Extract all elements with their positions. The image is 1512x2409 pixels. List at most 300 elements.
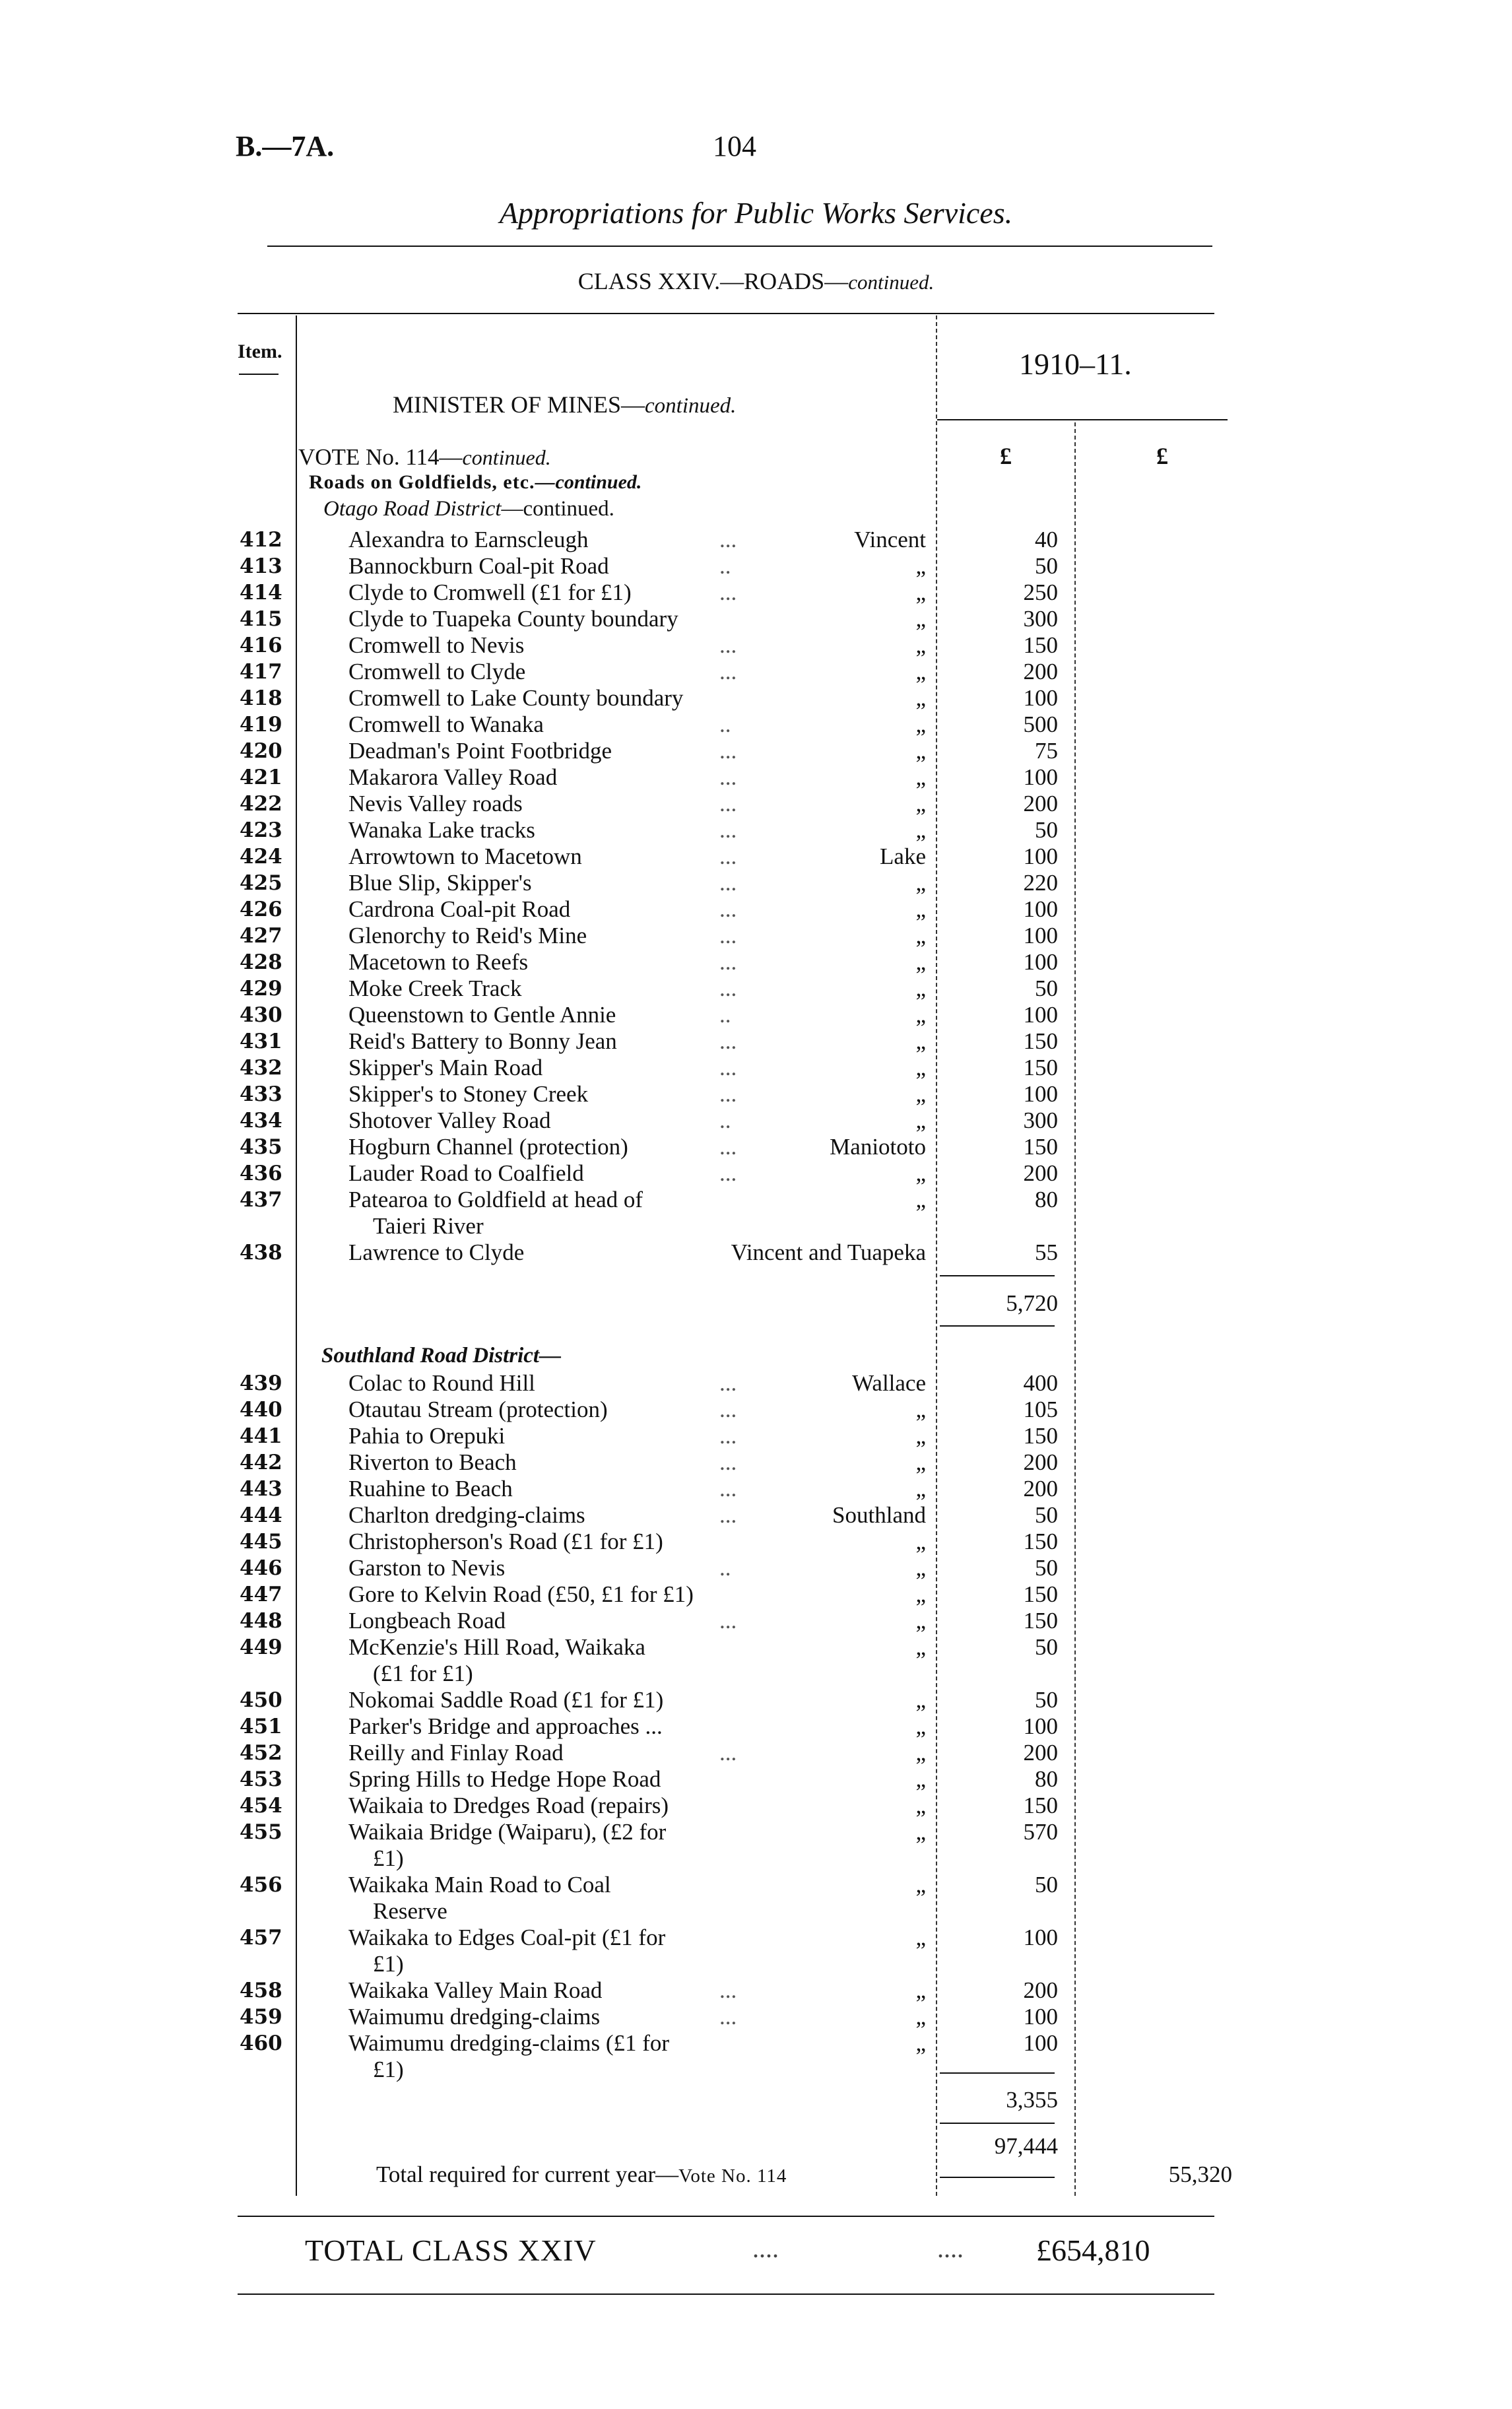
amount: 100 (1023, 949, 1058, 975)
road-name: Clyde to Tuapeka County boundary (348, 606, 678, 632)
total-class-amount: £654,810 (1036, 2233, 1150, 2267)
leader-dots: ... (719, 923, 737, 948)
leader-dots: ... (719, 632, 737, 658)
road-name: Riverton to Beach (348, 1449, 517, 1475)
amount: 400 (1023, 1370, 1058, 1396)
road-name: Bannockburn Coal-pit Road (348, 553, 609, 579)
item-number: 418 (240, 686, 282, 710)
total-leader-dots-1: .... (752, 2233, 779, 2263)
road-name: Waimumu dredging-claims (£1 for (348, 2030, 670, 2056)
leader-dots: ... (719, 1977, 737, 2003)
footer-rule (238, 2294, 1214, 2295)
district: „ (915, 791, 926, 816)
vote-heading: VOTE No. 114—continued. (298, 444, 551, 470)
pound-sign-subtotal: £ (1000, 443, 1012, 469)
district: „ (915, 1002, 926, 1028)
table-row (0, 1055, 1512, 1081)
district: „ (915, 1687, 926, 1713)
table-row (0, 1713, 1512, 1740)
item-number: 459 (240, 2005, 282, 2029)
leader-dots: ... (719, 1449, 737, 1475)
road-name: Alexandra to Earnscleugh (348, 527, 589, 552)
table-row (0, 764, 1512, 791)
amount: 300 (1023, 1107, 1058, 1133)
amount: 100 (1023, 843, 1058, 869)
road-name: Waimumu dredging-claims (348, 2004, 601, 2030)
district: „ (915, 685, 926, 711)
item-number: 436 (240, 1162, 282, 1185)
district: „ (915, 1766, 926, 1792)
table-row (0, 870, 1512, 896)
amount: 500 (1023, 711, 1058, 737)
item-number: 443 (240, 1477, 282, 1501)
item-number: 446 (240, 1556, 282, 1580)
item-437-continuation: Taieri River (373, 1213, 484, 1239)
total-class-label: TOTAL CLASS XXIV (305, 2233, 597, 2267)
table-row (0, 1370, 1512, 1397)
leader-dots: ... (719, 870, 737, 896)
item-number: 450 (240, 1688, 282, 1712)
district: „ (915, 1581, 926, 1607)
table-row (0, 1687, 1512, 1713)
page-number: 104 (713, 130, 756, 162)
document-reference: B.—7A. (236, 130, 335, 162)
amount: 80 (1035, 1187, 1058, 1212)
district: „ (915, 1740, 926, 1766)
road-name: Arrowtown to Macetown (348, 843, 582, 869)
row-continuation: £1) (373, 1845, 404, 1871)
district: Southland (832, 1502, 926, 1528)
item-number: 449 (240, 1635, 282, 1659)
otago-total-rule (940, 1325, 1055, 1327)
leader-dots: .. (719, 553, 731, 579)
amount: 50 (1035, 1634, 1058, 1660)
table-row (0, 1081, 1512, 1107)
table-row (0, 817, 1512, 843)
road-name: Makarora Valley Road (348, 764, 558, 790)
table-row (0, 1476, 1512, 1502)
district: „ (915, 923, 926, 948)
table-row (0, 632, 1512, 659)
leader-dots: ... (719, 1134, 737, 1160)
leader-dots: ... (719, 659, 737, 684)
amount: 100 (1023, 2030, 1058, 2056)
amount: 200 (1023, 1160, 1058, 1186)
road-name: Ruahine to Beach (348, 1476, 513, 1502)
table-row (0, 1107, 1512, 1134)
table-top-rule (238, 313, 1214, 314)
district: „ (915, 1476, 926, 1502)
district: „ (915, 1819, 926, 1845)
amount: 105 (1023, 1397, 1058, 1422)
road-name: Lawrence to Clyde (348, 1239, 525, 1265)
district: Vincent (854, 527, 926, 552)
otago-sum-rule (940, 1275, 1055, 1276)
item-number: 424 (240, 845, 282, 869)
leader-dots: ... (719, 896, 737, 922)
table-row (0, 1634, 1512, 1661)
road-name: Garston to Nevis (348, 1555, 506, 1581)
district: „ (915, 1081, 926, 1107)
item-number: 435 (240, 1135, 282, 1159)
table-row (0, 1977, 1512, 2004)
amount: 150 (1023, 1134, 1058, 1160)
table-row (0, 1449, 1512, 1476)
item-number: 419 (240, 713, 282, 737)
leader-dots: .. (719, 1002, 731, 1028)
item-number: 454 (240, 1794, 282, 1818)
item-column-header: Item. (238, 341, 282, 362)
district: „ (915, 1608, 926, 1634)
table-row (0, 1608, 1512, 1634)
item-number: 414 (240, 581, 282, 605)
item-number: 457 (240, 1926, 282, 1950)
table-row (0, 1529, 1512, 1555)
road-name: Deadman's Point Footbridge (348, 738, 612, 764)
road-name: Waikaka Main Road to Coal (348, 1872, 611, 1898)
amount: 100 (1023, 2004, 1058, 2030)
road-name: Queenstown to Gentle Annie (348, 1002, 616, 1028)
amount: 220 (1023, 870, 1058, 896)
road-name: Blue Slip, Skipper's (348, 870, 532, 896)
road-name: Charlton dredging-claims (348, 1502, 585, 1528)
road-name: Longbeach Road (348, 1608, 506, 1634)
leader-dots: ... (719, 1397, 737, 1422)
road-name: Patearoa to Goldfield at head of (348, 1187, 643, 1212)
leader-dots: ... (719, 843, 737, 869)
amount: 80 (1035, 1766, 1058, 1792)
table-row (0, 843, 1512, 870)
amount: 100 (1023, 685, 1058, 711)
table-row (0, 1239, 1512, 1266)
item-number: 460 (240, 2031, 282, 2055)
minister-heading: MINISTER OF MINES—continued. (393, 391, 737, 418)
pound-sign-total: £ (1156, 443, 1168, 469)
vote-total-label: Total required for current year—Vote No. 114 (376, 2162, 787, 2187)
otago-subtotal: 5,720 (1006, 1290, 1058, 1316)
item-underline (239, 374, 279, 375)
road-name: Lauder Road to Coalfield (348, 1160, 584, 1186)
row-continuation: Reserve (373, 1898, 447, 1924)
amount: 300 (1023, 606, 1058, 632)
amount: 150 (1023, 632, 1058, 658)
amount: 570 (1023, 1819, 1058, 1845)
road-name: Glenorchy to Reid's Mine (348, 923, 587, 948)
district: „ (915, 1187, 926, 1212)
leader-dots: ... (719, 1055, 737, 1080)
road-name: Reilly and Finlay Road (348, 1740, 564, 1766)
vote-total-amount: 55,320 (1168, 2162, 1232, 2187)
table-row (0, 2030, 1512, 2057)
road-name: Reid's Battery to Bonny Jean (348, 1028, 617, 1054)
leader-dots: ... (719, 579, 737, 605)
amount: 100 (1023, 1081, 1058, 1107)
item-number: 430 (240, 1003, 282, 1027)
row-continuation: £1) (373, 1951, 404, 1977)
district: „ (915, 2004, 926, 2030)
otago-district-heading: Otago Road District—continued. (323, 497, 614, 521)
district: Wallace (852, 1370, 926, 1396)
amount: 150 (1023, 1028, 1058, 1054)
leader-dots: ... (719, 1740, 737, 1766)
table-row (0, 1397, 1512, 1423)
district: „ (915, 1713, 926, 1739)
amount: 200 (1023, 659, 1058, 684)
leader-dots: .. (719, 1107, 731, 1133)
road-name: Spring Hills to Hedge Hope Road (348, 1766, 661, 1792)
district: „ (915, 1055, 926, 1080)
table-row (0, 949, 1512, 975)
year-underline (937, 419, 1228, 420)
district: „ (915, 1529, 926, 1554)
item-number: 456 (240, 1873, 282, 1897)
amount: 50 (1035, 1502, 1058, 1528)
item-number: 423 (240, 818, 282, 842)
amount: 150 (1023, 1529, 1058, 1554)
item-number: 421 (240, 766, 282, 789)
leader-dots: ... (719, 1608, 737, 1634)
southland-total-rule (940, 2123, 1055, 2124)
table-row (0, 711, 1512, 738)
district: „ (915, 2030, 926, 2056)
amount: 55 (1035, 1239, 1058, 1265)
page-title: Appropriations for Public Works Services. (499, 196, 1013, 230)
total-leader-dots-2: .... (937, 2233, 964, 2263)
southland-subtotal: 3,355 (1006, 2087, 1058, 2113)
table-row (0, 685, 1512, 711)
vote-sum: 97,444 (994, 2133, 1058, 2159)
road-name: Wanaka Lake tracks (348, 817, 535, 843)
road-name: Macetown to Reefs (348, 949, 529, 975)
item-number: 427 (240, 924, 282, 948)
item-number: 458 (240, 1979, 282, 2002)
leader-dots: ... (719, 1423, 737, 1449)
district: „ (915, 896, 926, 922)
table-row (0, 1581, 1512, 1608)
road-name: Colac to Round Hill (348, 1370, 535, 1396)
amount: 50 (1035, 975, 1058, 1001)
item-number: 433 (240, 1082, 282, 1106)
leader-dots: .. (719, 1555, 731, 1581)
district: Lake (880, 843, 926, 869)
table-row (0, 1793, 1512, 1819)
road-name: Waikaia to Dredges Road (repairs) (348, 1793, 669, 1818)
vote-sum-rule (940, 2177, 1055, 2178)
amount: 100 (1023, 1002, 1058, 1028)
district: „ (915, 1107, 926, 1133)
road-name: Hogburn Channel (protection) (348, 1134, 628, 1160)
table-bottom-rule (238, 2216, 1214, 2217)
leader-dots: ... (719, 2004, 737, 2030)
district: „ (915, 870, 926, 896)
item-number: 415 (240, 607, 282, 631)
district: Vincent and Tuapeka (731, 1239, 926, 1265)
leader-dots: ... (719, 1502, 737, 1528)
district: „ (915, 1872, 926, 1898)
leader-dots: ... (719, 817, 737, 843)
table-row (0, 1160, 1512, 1187)
amount: 200 (1023, 1740, 1058, 1766)
leader-dots: ... (719, 1370, 737, 1396)
district: „ (915, 1634, 926, 1660)
road-name: Gore to Kelvin Road (£50, £1 for £1) (348, 1581, 694, 1607)
road-name: Cromwell to Lake County boundary (348, 685, 684, 711)
leader-dots: ... (719, 764, 737, 790)
district: „ (915, 579, 926, 605)
table-row (0, 659, 1512, 685)
roads-heading: Roads on Goldfields, etc.—continued. (309, 471, 642, 493)
amount: 150 (1023, 1793, 1058, 1818)
amount: 100 (1023, 896, 1058, 922)
leader-dots: .. (719, 711, 731, 737)
table-row (0, 1002, 1512, 1028)
road-name: Clyde to Cromwell (£1 for £1) (348, 579, 632, 605)
amount: 100 (1023, 923, 1058, 948)
district: „ (915, 1925, 926, 1950)
amount: 250 (1023, 579, 1058, 605)
amount: 50 (1035, 1555, 1058, 1581)
road-name: Skipper's to Stoney Creek (348, 1081, 589, 1107)
leader-dots: ... (719, 1160, 737, 1186)
leader-dots: ... (719, 1476, 737, 1502)
district: „ (915, 1449, 926, 1475)
item-number: 426 (240, 898, 282, 921)
amount: 50 (1035, 1687, 1058, 1713)
road-name: Cardrona Coal-pit Road (348, 896, 571, 922)
item-number: 420 (240, 739, 282, 763)
item-number: 429 (240, 977, 282, 1001)
leader-dots: ... (719, 527, 737, 552)
leader-dots: ... (719, 949, 737, 975)
item-number: 413 (240, 554, 282, 578)
item-number: 416 (240, 634, 282, 657)
table-row (0, 553, 1512, 579)
road-name: Cromwell to Nevis (348, 632, 525, 658)
item-number: 440 (240, 1398, 282, 1422)
table-row (0, 896, 1512, 923)
amount: 50 (1035, 553, 1058, 579)
item-number: 451 (240, 1715, 282, 1738)
item-number: 412 (240, 528, 282, 552)
district: Maniototo (830, 1134, 926, 1160)
district: „ (915, 1397, 926, 1422)
table-row (0, 1872, 1512, 1898)
amount: 200 (1023, 791, 1058, 816)
item-number: 455 (240, 1820, 282, 1844)
district: „ (915, 711, 926, 737)
table-row (0, 2004, 1512, 2030)
title-rule (267, 246, 1212, 247)
leader-dots: ... (719, 975, 737, 1001)
district: „ (915, 1423, 926, 1449)
table-row (0, 791, 1512, 817)
leader-dots: ... (719, 1028, 737, 1054)
district: „ (915, 1160, 926, 1186)
amount: 50 (1035, 817, 1058, 843)
road-name: Nokomai Saddle Road (£1 for £1) (348, 1687, 664, 1713)
district: „ (915, 632, 926, 658)
item-number: 422 (240, 792, 282, 816)
district: „ (915, 817, 926, 843)
table-row (0, 527, 1512, 553)
road-name: Pahia to Orepuki (348, 1423, 506, 1449)
table-row (0, 1028, 1512, 1055)
table-row (0, 1740, 1512, 1766)
item-number: 425 (240, 871, 282, 895)
amount: 150 (1023, 1055, 1058, 1080)
amount: 100 (1023, 1925, 1058, 1950)
amount: 200 (1023, 1449, 1058, 1475)
table-row (0, 1423, 1512, 1449)
item-number: 434 (240, 1109, 282, 1133)
southland-sum-rule (940, 2072, 1055, 2074)
table-row (0, 1187, 1512, 1213)
item-number: 428 (240, 950, 282, 974)
item-number: 452 (240, 1741, 282, 1765)
item-number: 432 (240, 1056, 282, 1080)
road-name: Waikaka to Edges Coal-pit (£1 for (348, 1925, 666, 1950)
amount: 150 (1023, 1581, 1058, 1607)
row-continuation: (£1 for £1) (373, 1661, 473, 1686)
road-name: Nevis Valley roads (348, 791, 523, 816)
item-number: 445 (240, 1530, 282, 1554)
leader-dots: ... (719, 738, 737, 764)
row-continuation: £1) (373, 2057, 404, 2082)
district: „ (915, 1977, 926, 2003)
item-number: 431 (240, 1030, 282, 1053)
item-number: 453 (240, 1767, 282, 1791)
road-name: Parker's Bridge and approaches ... (348, 1713, 663, 1739)
item-number: 437 (240, 1188, 282, 1212)
road-name: Christopherson's Road (£1 for £1) (348, 1529, 663, 1554)
district: „ (915, 1555, 926, 1581)
leader-dots: ... (719, 791, 737, 816)
road-name: Otautau Stream (protection) (348, 1397, 608, 1422)
district: „ (915, 606, 926, 632)
district: „ (915, 949, 926, 975)
district: „ (915, 975, 926, 1001)
table-row (0, 1819, 1512, 1845)
class-heading: CLASS XXIV.—ROADS—continued. (577, 268, 935, 294)
road-name: Shotover Valley Road (348, 1107, 551, 1133)
table-row (0, 1766, 1512, 1793)
table-row (0, 923, 1512, 949)
leader-dots: ... (719, 1081, 737, 1107)
amount: 40 (1035, 527, 1058, 552)
item-number: 448 (240, 1609, 282, 1633)
item-number: 442 (240, 1451, 282, 1474)
road-name: Cromwell to Wanaka (348, 711, 544, 737)
year-header: 1910–11. (1019, 347, 1132, 381)
road-name: Waikaka Valley Main Road (348, 1977, 603, 2003)
item-number: 447 (240, 1583, 282, 1606)
southland-district-heading: Southland Road District— (321, 1344, 562, 1368)
amount: 200 (1023, 1977, 1058, 2003)
item-number: 439 (240, 1371, 282, 1395)
road-name: Cromwell to Clyde (348, 659, 526, 684)
table-row (0, 975, 1512, 1002)
road-name: Skipper's Main Road (348, 1055, 543, 1080)
road-name: Moke Creek Track (348, 975, 522, 1001)
table-row (0, 1925, 1512, 1951)
amount: 75 (1035, 738, 1058, 764)
amount: 200 (1023, 1476, 1058, 1502)
table-row (0, 1134, 1512, 1160)
item-number: 417 (240, 660, 282, 684)
district: „ (915, 659, 926, 684)
item-number: 438 (240, 1241, 282, 1265)
table-row (0, 1502, 1512, 1529)
